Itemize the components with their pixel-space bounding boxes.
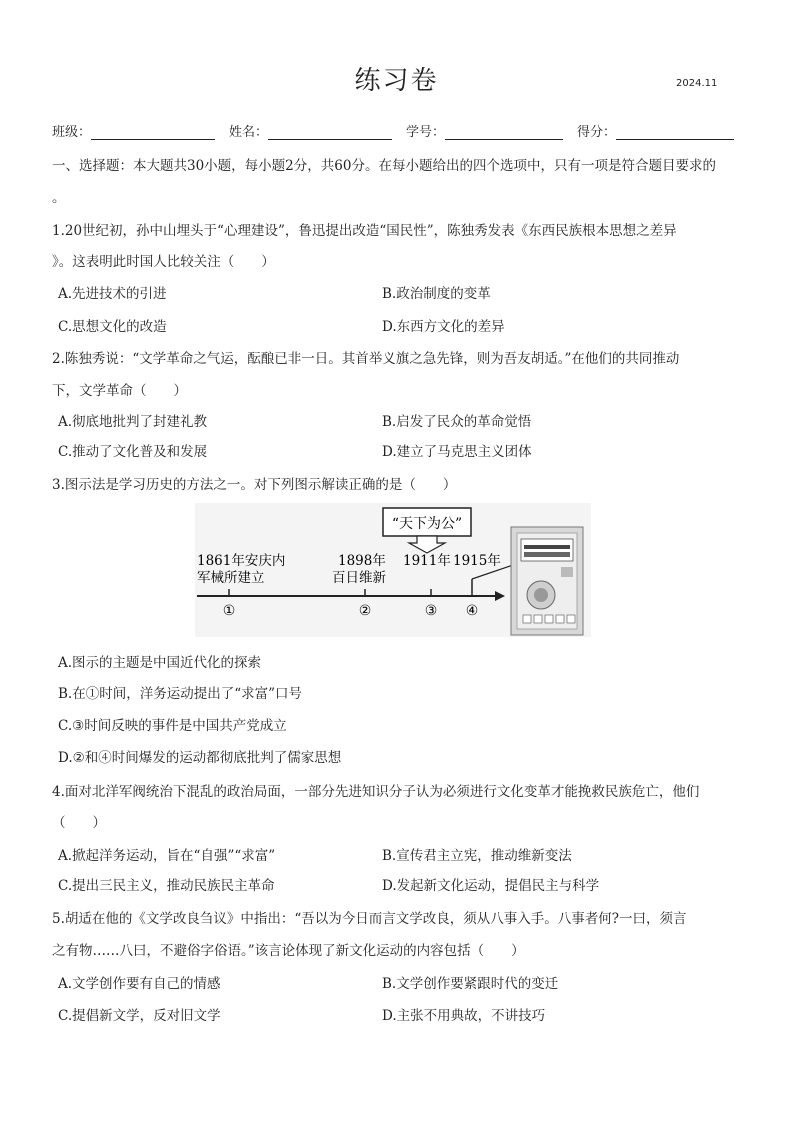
timeline-diagram — [195, 503, 591, 637]
q1-option-a[interactable]: A.先进技术的引进 — [58, 286, 167, 302]
q3-option-a[interactable]: A.图示的主题是中国近代化的探索 — [58, 655, 262, 671]
q3-option-c[interactable]: C.③时间反映的事件是中国共产党成立 — [58, 718, 287, 734]
score-blank[interactable] — [616, 125, 734, 140]
q3-option-b[interactable]: B.在①时间，洋务运动提出了“求富”口号 — [58, 686, 303, 702]
page-title: 练习卷 — [354, 66, 439, 96]
q1-option-b[interactable]: B.政治制度的变革 — [382, 286, 491, 302]
q2-stem-line1: 2.陈独秀说：“文学革命之气运，酝酿已非一日。其首举义旗之急先锋，则为吾友胡适。”在他们的共同推动 — [52, 351, 680, 367]
student-id-label: 学号： — [406, 125, 446, 140]
q2-option-a[interactable]: A.彻底地批判了封建礼教 — [58, 414, 208, 430]
section-heading-line1: 一、选择题：本大题共30小题，每小题2分，共60分。在每小题给出的四个选项中，只有一项是符合题目要求的 — [52, 158, 716, 174]
q5-option-a[interactable]: A.文学创作要有自己的情感 — [58, 976, 221, 992]
q5-stem-line2: 之有物……八曰，不避俗字俗语。”该言论体现了新文化运动的内容包括（ ） — [52, 943, 525, 959]
q3-stem: 3.图示法是学习历史的方法之一。对下列图示解读正确的是（ ） — [52, 477, 457, 493]
q4-option-b[interactable]: B.宣传君主立宪，推动维新变法 — [382, 848, 572, 864]
q5-option-d[interactable]: D.主张不用典故，不讲技巧 — [382, 1008, 546, 1024]
q5-stem-line1: 5.胡适在他的《文学改良刍议》中指出：“吾以为今日而言文学改良，须从八事入手。八事者何?一曰，须言 — [52, 911, 687, 927]
marker-2: ② — [358, 603, 372, 619]
q2-stem-line2: 下，文学革命（ ） — [52, 383, 187, 399]
q1-option-c[interactable]: C.思想文化的改造 — [58, 319, 167, 335]
student-id-blank[interactable] — [445, 125, 563, 140]
name-field[interactable] — [229, 121, 400, 140]
class-label: 班级： — [52, 125, 92, 140]
student-info-row — [52, 121, 742, 140]
q3-option-d[interactable]: D.②和④时间爆发的运动都彻底批判了儒家思想 — [58, 750, 342, 766]
event-1861-line1: 1861年安庆内 — [197, 553, 286, 569]
q4-option-d[interactable]: D.发起新文化运动，提倡民主与科学 — [382, 878, 600, 894]
q5-option-b[interactable]: B.文学创作要紧跟时代的变迁 — [382, 976, 559, 992]
event-1898-line1: 1898年 — [338, 553, 386, 569]
event-1915: 1915年 — [453, 553, 501, 569]
event-1911: 1911年 — [403, 553, 451, 569]
marker-4: ④ — [465, 603, 479, 619]
section-heading-line2: 。 — [52, 190, 66, 206]
event-1898-line2: 百日维新 — [332, 570, 386, 586]
score-field[interactable] — [577, 121, 742, 140]
q1-option-d[interactable]: D.东西方文化的差异 — [382, 319, 505, 335]
name-blank[interactable] — [268, 125, 392, 140]
q1-stem-line1: 1.20世纪初，孙中山埋头于“心理建设”，鲁迅提出改造“国民性”，陈独秀发表《东西民族根本思想之差异 — [52, 223, 677, 239]
q4-option-c[interactable]: C.提出三民主义，推动民族民主革命 — [58, 878, 275, 894]
callout-text: “天下为公” — [391, 516, 463, 532]
event-1861-line2: 军械所建立 — [197, 570, 265, 586]
name-label: 姓名： — [229, 125, 269, 140]
q4-stem-line1: 4.面对北洋军阀统治下混乱的政治局面，一部分先进知识分子认为必须进行文化变革才能挽救民族危亡，他们 — [52, 784, 700, 800]
q2-option-b[interactable]: B.启发了民众的革命觉悟 — [382, 414, 532, 430]
q4-stem-line2: （ ） — [52, 815, 106, 831]
magazine-cover-image — [511, 527, 583, 635]
class-field[interactable] — [52, 121, 223, 140]
marker-3: ③ — [424, 603, 438, 619]
q2-option-d[interactable]: D.建立了马克思主义团体 — [382, 444, 532, 460]
student-id-field[interactable] — [406, 121, 571, 140]
score-label: 得分： — [577, 125, 617, 140]
exam-date: 2024.11 — [676, 78, 718, 89]
q1-stem-line2: 》。这表明此时国人比较关注（ ） — [52, 254, 275, 270]
class-blank[interactable] — [91, 125, 215, 140]
q4-option-a[interactable]: A.掀起洋务运动，旨在“自强”“求富” — [58, 848, 276, 864]
q2-option-c[interactable]: C.推动了文化普及和发展 — [58, 444, 208, 460]
marker-1: ① — [222, 603, 236, 619]
q5-option-c[interactable]: C.提倡新文学，反对旧文学 — [58, 1008, 221, 1024]
